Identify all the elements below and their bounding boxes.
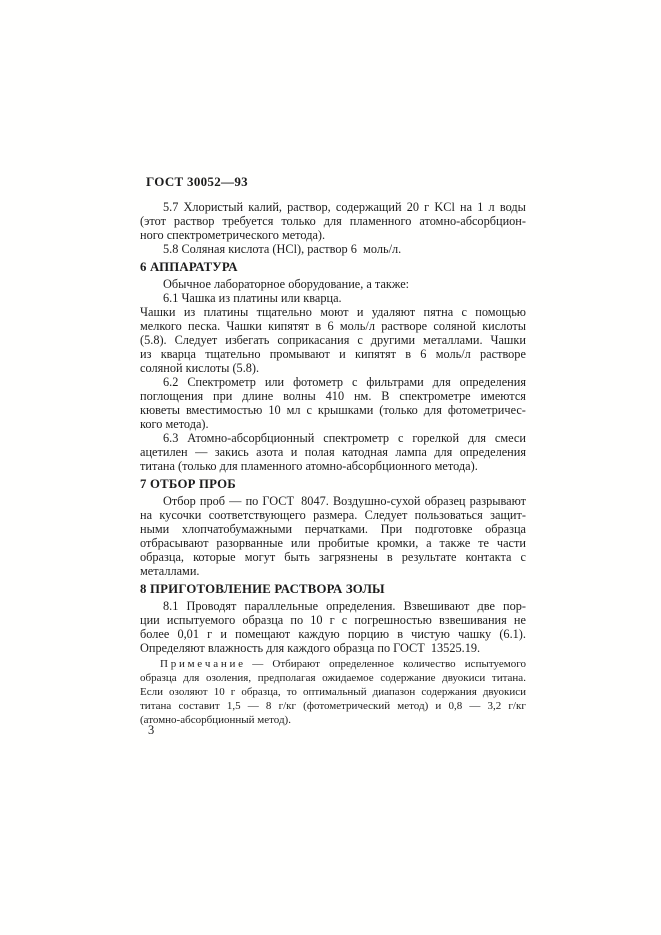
- paragraph: [140, 599, 526, 655]
- document-content: [140, 200, 526, 728]
- paragraph: [140, 305, 526, 375]
- text-line: мелкого песка. Чашки кипятят в 6 моль/л растворе соляной кислоты: [140, 319, 526, 333]
- text-line: кюветы вместимостью 10 мл с крышками (только для фотометричес-: [140, 403, 526, 417]
- text-line: Обычное лабораторное оборудование, а также:: [163, 277, 410, 291]
- text-line: Отбор проб — по ГОСТ 8047. Воздушно-сухой образец разрывают: [163, 494, 526, 508]
- text-line: из кварца тщательно промывают и кипятят в 6 моль/л растворе: [140, 347, 526, 361]
- text-line: кого метода).: [140, 417, 209, 431]
- text-line: Определяют влажность для каждого образца по ГОСТ 13525.19.: [140, 641, 481, 655]
- section-heading: 6 АППАРАТУРА: [140, 260, 238, 274]
- text-line: отбрасывают разорванные или пробитые кромки, а также те части: [140, 536, 526, 550]
- text-line: металлами.: [140, 564, 200, 578]
- page-number: 3: [148, 723, 155, 737]
- text-line: ции испытуемого образца по 10 г с погрешностью взвешивания не: [140, 613, 526, 627]
- text-line: 5.8 Соляная кислота (HCl), раствор 6 моль/л.: [163, 242, 402, 256]
- text-line: (атомно-абсорбционный метод).: [140, 714, 291, 726]
- text-line: 5.7 Хлористый калий, раствор, содержащий 20 г KCl на 1 л воды: [163, 200, 526, 214]
- text-line: ными хлопчатобумажными перчатками. При подготовке образца: [140, 522, 526, 536]
- text-line: ного спектрометрического метода).: [140, 228, 326, 242]
- text-line: на кусочки соответствующего размера. Следует пользоваться защит-: [140, 508, 526, 522]
- text-line: более 0,01 г и помещают каждую порцию в чистую чашку (6.1).: [140, 627, 526, 641]
- text-line: поглощения при длине волны 410 нм. В спектрометре имеются: [140, 389, 526, 403]
- text-line: 8.1 Проводят параллельные определения. Взвешивают две пор-: [163, 599, 526, 613]
- running-header: ГОСТ 30052—93: [146, 174, 248, 189]
- text-line: (5.8). Следует избегать соприкасания с другими металлами. Чашки: [140, 333, 526, 347]
- paragraph: [140, 200, 526, 242]
- text-line: образца для озоления, предполагая ожидаемое содержание двуокиси титана.: [140, 672, 526, 684]
- paragraph: [140, 291, 526, 305]
- paragraph: [140, 242, 526, 256]
- paragraph: [140, 375, 526, 431]
- text-line: образца, которые могут быть загрязнены в результате контакта с: [140, 550, 526, 564]
- text-line: Если озоляют 10 г образца, то оптимальный диапазон содержания двуокиси: [140, 686, 526, 698]
- paragraph: [140, 494, 526, 578]
- text-line: П р и м е ч а н и е — Отбирают определенное количество испытуемого: [160, 658, 526, 670]
- section-heading: 8 ПРИГОТОВЛЕНИЕ РАСТВОРА ЗОЛЫ: [140, 582, 385, 596]
- text-line: титана (только для пламенного атомно-абсорбционного метода).: [140, 459, 478, 473]
- text-line: (этот раствор требуется только для пламенного атомно-абсорбцион-: [140, 214, 526, 228]
- section-heading: 7 ОТБОР ПРОБ: [140, 477, 236, 491]
- text-line: титана составит 1,5 — 8 г/кг (фотометрический метод) и 0,8 — 3,2 г/кг: [140, 700, 526, 712]
- text-line: 6.2 Спектрометр или фотометр с фильтрами для определения: [163, 375, 526, 389]
- note-paragraph: [140, 658, 526, 728]
- text-line: ацетилен — закись азота и полая катодная лампа для определения: [140, 445, 526, 459]
- paragraph: [140, 431, 526, 473]
- text-line: Чашки из платины тщательно моют и удаляют пятна с помощью: [140, 305, 526, 319]
- text-line: 6.1 Чашка из платины или кварца.: [163, 291, 342, 305]
- text-line: соляной кислоты (5.8).: [140, 361, 260, 375]
- text-line: 6.3 Атомно-абсорбционный спектрометр с горелкой для смеси: [163, 431, 526, 445]
- paragraph: [140, 277, 526, 291]
